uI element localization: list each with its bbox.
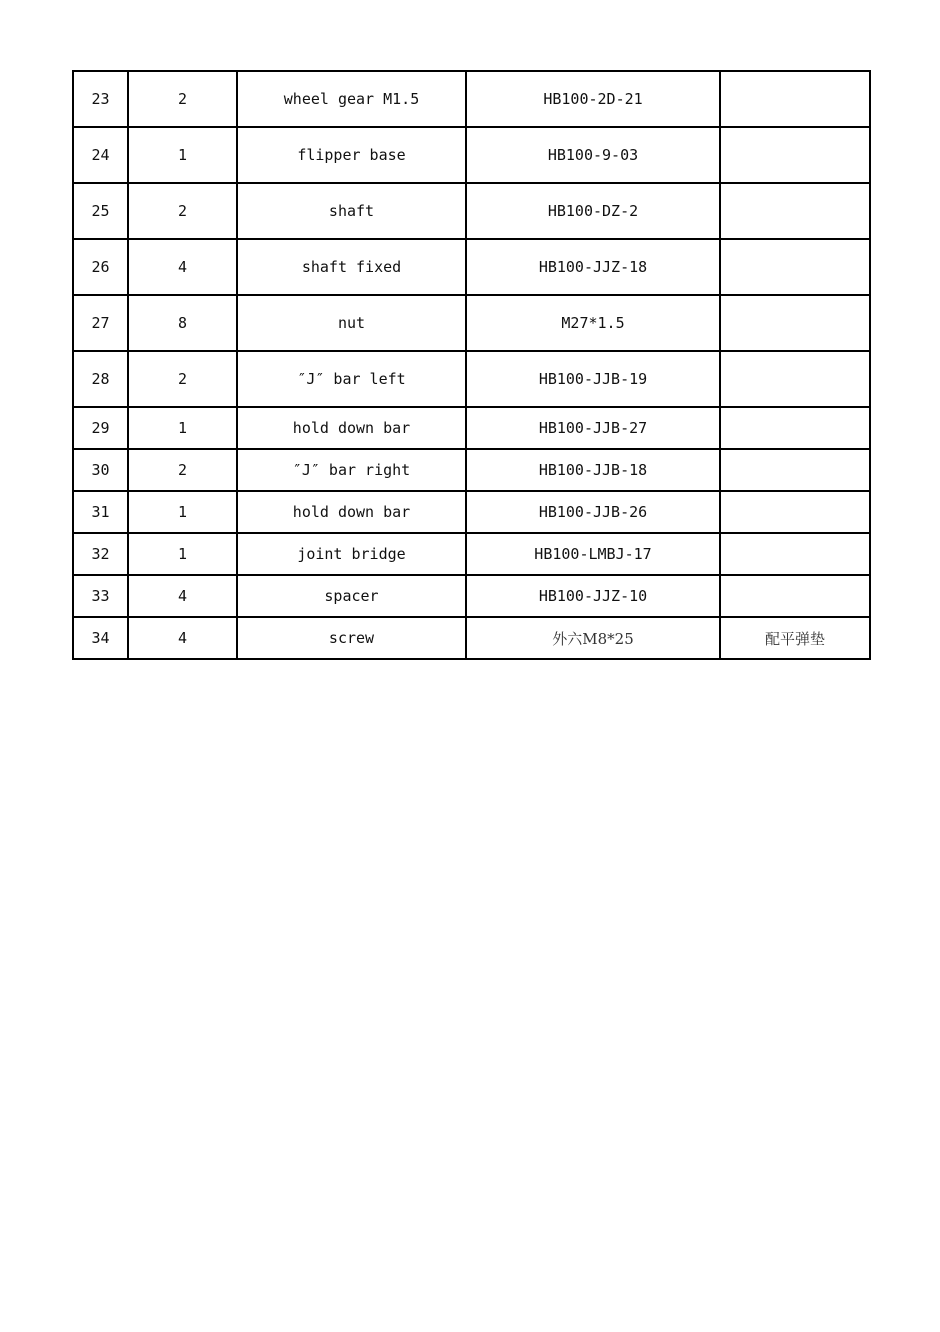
part-code-cell: HB100-DZ-2 bbox=[466, 183, 720, 239]
table-row bbox=[73, 407, 870, 449]
table-row bbox=[73, 617, 870, 659]
item-number-cell: 27 bbox=[73, 295, 128, 351]
item-number-cell: 33 bbox=[73, 575, 128, 617]
table-row bbox=[73, 491, 870, 533]
remark-cell bbox=[720, 239, 870, 295]
part-code-cell: HB100-9-03 bbox=[466, 127, 720, 183]
part-code-cell: HB100-JJB-26 bbox=[466, 491, 720, 533]
part-name-cell: hold down bar bbox=[237, 491, 466, 533]
quantity-cell: 1 bbox=[128, 127, 237, 183]
remark-cell: 配平弹垫 bbox=[720, 617, 870, 659]
part-name-cell: shaft bbox=[237, 183, 466, 239]
item-number-cell: 34 bbox=[73, 617, 128, 659]
remark-cell bbox=[720, 533, 870, 575]
quantity-cell: 4 bbox=[128, 239, 237, 295]
item-number-cell: 25 bbox=[73, 183, 128, 239]
quantity-cell: 2 bbox=[128, 71, 237, 127]
quantity-cell: 4 bbox=[128, 575, 237, 617]
remark-cell bbox=[720, 71, 870, 127]
part-code-cell: HB100-JJB-27 bbox=[466, 407, 720, 449]
part-code-cell: HB100-JJB-18 bbox=[466, 449, 720, 491]
part-name-cell: spacer bbox=[237, 575, 466, 617]
quantity-cell: 2 bbox=[128, 183, 237, 239]
table-row bbox=[73, 449, 870, 491]
quantity-cell: 1 bbox=[128, 407, 237, 449]
part-name-cell: ″J″ bar left bbox=[237, 351, 466, 407]
parts-list-body bbox=[73, 71, 870, 659]
table-row bbox=[73, 71, 870, 127]
remark-cell bbox=[720, 183, 870, 239]
table-row bbox=[73, 239, 870, 295]
item-number-cell: 31 bbox=[73, 491, 128, 533]
remark-cell bbox=[720, 575, 870, 617]
quantity-cell: 1 bbox=[128, 491, 237, 533]
table-row bbox=[73, 183, 870, 239]
remark-cell bbox=[720, 449, 870, 491]
part-name-cell: wheel gear M1.5 bbox=[237, 71, 466, 127]
item-number-cell: 23 bbox=[73, 71, 128, 127]
parts-list-table bbox=[72, 70, 871, 660]
part-code-cell: HB100-JJB-19 bbox=[466, 351, 720, 407]
item-number-cell: 24 bbox=[73, 127, 128, 183]
part-name-cell: nut bbox=[237, 295, 466, 351]
part-code-cell: HB100-2D-21 bbox=[466, 71, 720, 127]
item-number-cell: 26 bbox=[73, 239, 128, 295]
table-row bbox=[73, 533, 870, 575]
remark-cell bbox=[720, 351, 870, 407]
table-row bbox=[73, 575, 870, 617]
remark-cell bbox=[720, 407, 870, 449]
item-number-cell: 28 bbox=[73, 351, 128, 407]
part-code-cell: M27*1.5 bbox=[466, 295, 720, 351]
part-name-cell: ″J″ bar right bbox=[237, 449, 466, 491]
item-number-cell: 32 bbox=[73, 533, 128, 575]
part-code-cell: 外六M8*25 bbox=[466, 617, 720, 659]
remark-cell bbox=[720, 491, 870, 533]
quantity-cell: 4 bbox=[128, 617, 237, 659]
part-name-cell: flipper base bbox=[237, 127, 466, 183]
table-row bbox=[73, 295, 870, 351]
quantity-cell: 2 bbox=[128, 449, 237, 491]
quantity-cell: 8 bbox=[128, 295, 237, 351]
remark-cell bbox=[720, 127, 870, 183]
part-name-cell: shaft fixed bbox=[237, 239, 466, 295]
part-name-cell: screw bbox=[237, 617, 466, 659]
quantity-cell: 2 bbox=[128, 351, 237, 407]
item-number-cell: 30 bbox=[73, 449, 128, 491]
part-code-cell: HB100-JJZ-10 bbox=[466, 575, 720, 617]
quantity-cell: 1 bbox=[128, 533, 237, 575]
table-row bbox=[73, 127, 870, 183]
part-name-cell: hold down bar bbox=[237, 407, 466, 449]
part-name-cell: joint bridge bbox=[237, 533, 466, 575]
remark-cell bbox=[720, 295, 870, 351]
item-number-cell: 29 bbox=[73, 407, 128, 449]
part-code-cell: HB100-LMBJ-17 bbox=[466, 533, 720, 575]
table-row bbox=[73, 351, 870, 407]
part-code-cell: HB100-JJZ-18 bbox=[466, 239, 720, 295]
